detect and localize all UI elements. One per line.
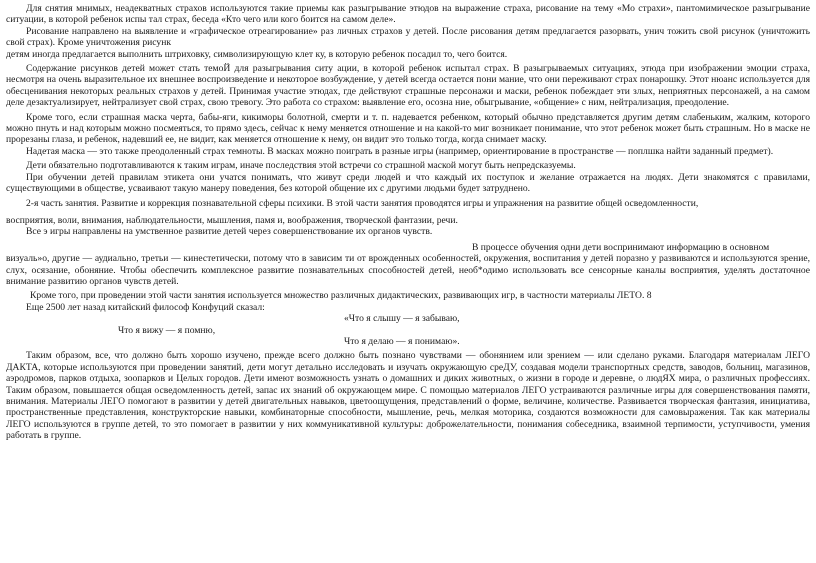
paragraph-drawing: Рисование направлено на выявление и «графическое отреагирование» раз личных страхов у детей. После рисования детям предлагается разорвать, унич тожить свой рисунок (уничтожить свой страх). Кроме уничтожения рисунк	[6, 25, 810, 49]
paragraph-preparation: Дети обязательно подготавливаются к таким играм, иначе последствия этой встречи со страшной маской могут быть непредсказуемы.	[26, 160, 576, 172]
paragraph-part-two: 2-я часть занятия. Развитие и коррекция познавательной сферы психики. В этой части занятия проводятся игры и упражнения на развитие общей осведомленности,	[26, 197, 699, 209]
quote-line-1: «Что я слышу — я забываю,	[344, 313, 460, 325]
paragraph-dark-mask: Надетая маска — это также преодоленный страх темноты. В масках можно поиграть в разные игры (например, ориентирование в пространстве — поплшка найти заданный предмет).	[26, 145, 774, 157]
paragraph-fear-methods: Для снятия мнимых, неадекватных страхов используются такие приемы как разыгрывание этюдов на выражение страха, рисование на тему «Мо страхи», пантомимическое разыгрывание ситуации, в которой ребенок испы тал страх, беседа «Кто чего или кого боится на самом деле».	[6, 3, 810, 26]
paragraph-learning-start: В процессе обучения одни дети воспринимают информацию в основном	[472, 241, 770, 253]
paragraph-games: Все э игры направлены на умственное развитие детей через совершенствование их органов чувств.	[26, 226, 433, 238]
paragraph-learning: визуаль»о, другие — аудиально, третьи — кинестетически, потому что в зависим ти от врожденных особенностей, окружения, воспитания у детей поразно у развиваются и используются зрение, слух, осязание, обоняние. Чтобы обеспечить комплексное развитие познавательных способностей детей, необ*одимо использовать все сенсорные каналы восприятия, уделять достаточное внимание развитию органов чувств детей.	[6, 253, 810, 287]
paragraph-perception: восприятия, воли, внимания, наблюдательности, мышления, памя и, воображения, творческой фантазии, речи.	[6, 214, 458, 226]
paragraph-lego: Кроме того, при проведении этой части занятия используется множество различных дидактических, развивающих игр, в частности материалы ЛЕТО. 8	[30, 290, 652, 302]
paragraph-conclusion: Таким образом, все, что должно быть хорошо изучено, прежде всего должно быть познано чувствами — обонянием или зрением — или сделано руками. Благодаря материалам ЛЕГО ДАКТА, которые используются при проведении занятий, дети могут детально исследовать и изучать окружающую среДУ, создавая модели транспортных средств, заводов, больниц, магазинов, аэродромов, парков отдыха, зоопарков и Целых городов. Дети имеют возможность узнать о домашних и диких животных, о жизни в городе и деревне, о людЯХ мира, о различных профессиях. Таким образом, повышается общая осведомленность детей, запас их знаний об окружающем мире. С помощью материалов ЛЕГО устраиваются различные игры для совершенствования памяти, внимания. Материалы ЛЕГО помогают в развитии у детей двигательных навыков, цветоощущения, представлений о форме, величине, количестве. Развивается творческая фантазия, инициатива, пространственные представления, конструкторские навыки, комбинаторные способности, мышление, речь, мелкая моторика, создаются возможности для самовыражения. Так как материалы ЛЕГО используются в группе детей, то это помогает в развитии у них коммуникативной культуры: доброжелательности, понимания собеседника, взаимной терпимости, уступчивости, умения работать в группе.	[6, 350, 810, 442]
quote-line-3: Что я делаю — я понимаю».	[344, 335, 460, 347]
paragraph-confucius: Еще 2500 лет назад китайский философ Конфуций сказал:	[26, 301, 265, 313]
quote-line-2: Что я вижу — я помню,	[118, 324, 216, 336]
paragraph-hatching: детям иногда предлагается выполнить штриховку, символизирующую клет ку, в которую ребенок посадил то, чего боится.	[6, 48, 508, 60]
paragraph-drawing-content: Содержание рисунков детей может стать темоЙ для разыгрывания ситу ации, в которой ребенок испытал страх. В разыгрываемых ситуациях, этюда при изображении эмоции страха, несмотря на очень выразительное их внешнее воспроизведение и некоторое возбуждение, у детей всегда остается пони мание, что они переживают страх понарошку. Этот нюанс используется для обесценивания некоторых реальных страхов у детей. Принимая участие этюдах, где действуют страшные персонажи и маски, ребенок побеждает эти злых, неприятных персонажей, а на самом деле дезактуализирует, нейтрализует свой страх, свою тревогу. Это работа со страхом: выявление его, осозна ние, обыгрывание, «общение» с ним, нейтрализация, преодоление.	[6, 63, 810, 109]
paragraph-etiquette: При обучении детей правилам этикета они учатся понимать, что живут среди людей и что каждый их поступок и желание отражается на людях. Дети знакомятся с правилами, существующими в обществе, усваивают такую манеру поведения, без которой общение их с другими людьми будет затруднено.	[6, 171, 810, 195]
paragraph-mask: Кроме того, если страшная маска черта, бабы-яги, кикиморы болотной, смерти и т. п. надевается ребенком, который обычно представляется другим детям слабеньким, жалким, которого можно пнуть и над которым можно посмеяться, то прямо здесь, сейчас к нему меняется отношение и на какой-то миг возникает понимание, что этот ребенок может быть страшным. Но в маске не прорезаны глаза, и ребенок, надевший ее, не видит, как меняется отношение к нему, он видит это только тогда, когда снимает маску.	[6, 111, 810, 146]
